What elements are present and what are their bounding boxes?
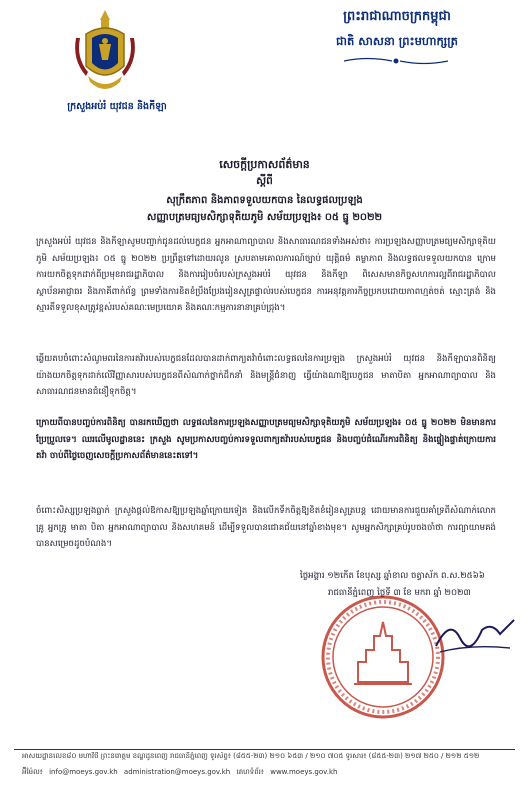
document-title: សេចក្ដីប្រកាសព័ត៌មាន xyxy=(219,158,310,171)
official-seal-icon xyxy=(318,592,448,722)
paragraph-2: ឆ្លើយតបចំពោះសំណូមពរនៃការតវ៉ារបស់បេក្ខជនដែលបានដាក់ពាក្យតវ៉ាចំពោះលទ្ធផលនៃការប្រឡង ក្រសួងអប់រំ យុវជន និងកីឡាបានពិនិត្យយ៉ាងយកចិត្តទុកដាក់លើវិញ្ញាសារបស់បេក្ខជនពីសំណាក់ថ្នាក់ដឹកនាំ និងមន្ត្រីជំនាញ ធ្វើយ៉ាងណាឱ្យបេក្ខជន មាតាបិតា អ្នកអាណាព្យាបាល និងសាធារណជនមានជំនឿទុកចិត្ត។ xyxy=(36,354,496,398)
heading-line-1: សុក្រឹតភាព និងភាពទទួលយកបាន នៃលទ្ធផលប្រឡង xyxy=(166,195,363,206)
ministry-emblem-icon xyxy=(72,8,138,96)
paragraph-3: ក្រោយពីបានបញ្ចប់ការពិនិត្យ បានរកឃើញថា លទ្ធផលនៃការប្រឡងសញ្ញាបត្រមធ្យមសិក្សាទុតិយភូមិ សម័យប្រឡង៖ ០៥ ធ្នូ ២០២២ មិនមានការប្រែប្រួលទេ។ ឈរលើមូលដ្ឋាននេះ ក្រសួង សូមប្រកាសបញ្ចប់ការទទួលពាក្យតវ៉ារបស់បេក្ខជន និងបញ្ចប់ដំណើរការពិនិត្យ និងផ្ទៀងផ្ទាត់ក្រោយការតវ៉ា ចាប់ពីថ្ងៃចេញសេចក្ដីប្រកាសព័ត៌មាននេះតទៅ។ xyxy=(36,418,496,462)
paragraph-4: ចំពោះសិស្សប្រឡងធ្លាក់ ក្រសួងផ្ដល់ឱកាសឱ្យប្រឡងឆ្នាំក្រោយទៀត និងលើកទឹកចិត្តឱ្យខិតខំរៀនសូត្របន្ត ដោយមានការជួយគាំទ្រពីសំណាក់លោកគ្រូ អ្នកគ្រូ មាតា បិតា អ្នកអាណាព្យាបាល និងសហគមន៍ ដើម្បីទទួលបានជោគជ័យនៅឆ្នាំខាងមុខ។ សូមអ្នកសិក្សាគ្រប់រូបចងចាំថា ការព្យាយាមគង់បានសម្រេចដូចបំណង។ xyxy=(36,506,496,550)
kingdom-title: ព្រះរាជាណាចក្រកម្ពុជា xyxy=(343,9,451,24)
signature-icon xyxy=(430,608,520,658)
email-label: អ៊ីម៉ែល៖ xyxy=(22,768,43,776)
paragraph-1: ក្រសួងអប់រំ យុវជន និងកីឡាសូមបញ្ជាក់ជូនដល់បេក្ខជន អ្នកអាណាព្យាបាល និងសាធារណជនទាំងអស់ថា៖ ការប្រឡងសញ្ញាបត្រមធ្យមសិក្សាទុតិយភូមិ សម័យប្រឡង៖ ០៥ ធ្នូ ២០២២ ប្រព្រឹត្តទៅដោយរលូន ស្របតាមគោលការណ៍ច្បាប់ យុត្តិធម៌ តម្លាភាព និងលទ្ធផលទទួលយកបាន ក្រោមការយកចិត្តទុកដាក់ពីប្រមុខរាជរដ្ឋាភិបាល និងការរៀបចំរបស់ក្រសួងអប់រំ យុវជន និងកីឡា ពិសេសមានកិច្ចសហការល្អពីរាជរដ្ឋាភិបាល ស្ថាប័នអាជ្ញាធរ និងភាគីពាក់ព័ន្ធ ព្រមទាំងការខិតខំប្រឹងប្រែងរៀនសូត្រផ្ទាល់របស់បេក្ខជន ការអនុវត្តភារកិច្ចប្រកបដោយភាពហ្មត់ចត់ ស្មោះត្រង់ និងស្មារតីទទួលខុសត្រូវខ្ពស់របស់គណៈមេប្រយោគ និងគណៈកម្មការនានាគ្រប់ជ្រុង។ xyxy=(36,237,496,314)
footer-address: អាសយដ្ឋានលេខ៨០ មហាវិថី ព្រះនរោត្តម ខណ្ឌដូនពេញ រាជធានីភ្នំពេញ ទូរស័ព្ទ៖ (៨៥៥-២៣) ២១០ ៦៥៣ / ២១០ ៧០៥ ទូរសារ៖ (៨៥៥-២៣) ២១៧ ២៥០ / ២១២ ៥១២ xyxy=(22,752,480,760)
divider-ornament-icon xyxy=(340,56,452,66)
footer-divider xyxy=(14,749,515,750)
document-heading xyxy=(30,192,499,226)
email-info-link[interactable]: info@moeys.gov.kh xyxy=(49,768,118,776)
ministry-name: ក្រសួងអប់រំ យុវជន និងកីឡា xyxy=(67,101,167,112)
website-link[interactable]: www.moeys.gov.kh xyxy=(270,768,338,776)
national-motto: ជាតិ សាសនា ព្រះមហាក្សត្រ xyxy=(336,34,458,48)
email-admin-link[interactable]: administration@moeys.gov.kh xyxy=(123,768,231,776)
website-label: គេហទំព័រ៖ xyxy=(236,768,264,776)
heading-line-2: សញ្ញាបត្រមធ្យមសិក្សាទុតិយភូមិ សម័យប្រឡង៖ ០៥ ធ្នូ ២០២២ xyxy=(146,212,383,223)
footer-contacts xyxy=(22,768,522,778)
date-solar: រាជធានីភ្នំពេញ ថ្ងៃទី ៣ ខែ មករា ឆ្នាំ ២០២៣ xyxy=(328,588,471,598)
document-subject: ស្ដីពី xyxy=(256,175,273,187)
date-lunar: ថ្ងៃអង្គារ ១២កើត ខែបុស្ស ឆ្នាំខាល ចត្វាស័ក ព.ស.២៥៦៦ xyxy=(300,571,485,581)
